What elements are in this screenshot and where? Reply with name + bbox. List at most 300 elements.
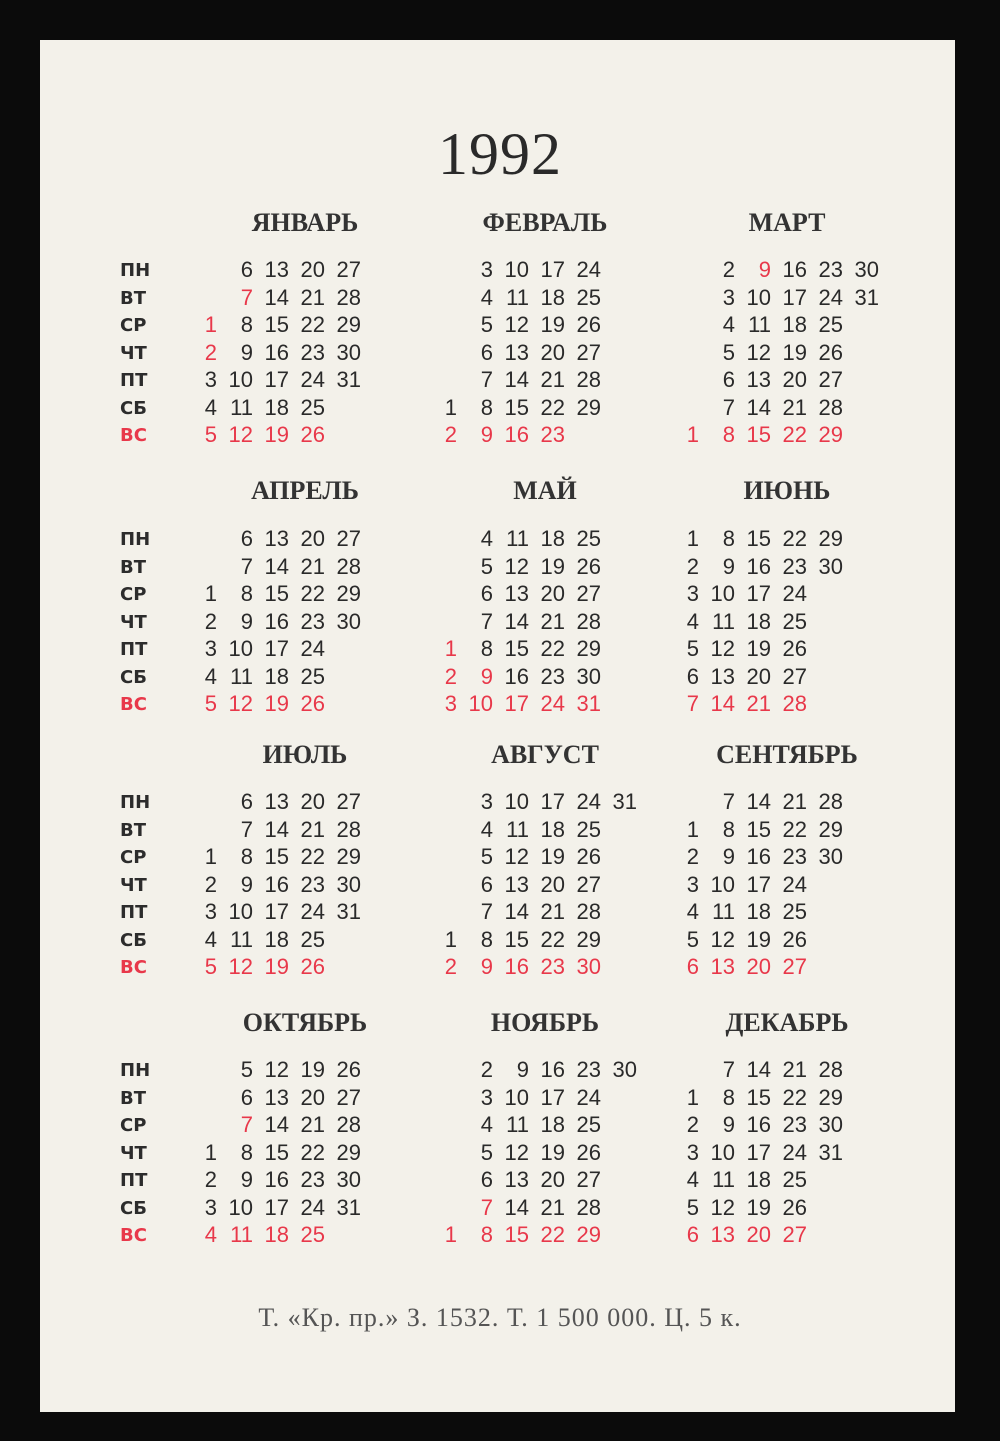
day-number: 1 [444,636,457,661]
day-number: 14 [264,816,289,842]
day-number: 7 [722,394,735,420]
day-number: 13 [264,257,289,282]
day-number: 12 [710,636,735,661]
day-number: 5 [480,844,493,869]
day-number: 17 [264,899,289,924]
day-number: 18 [264,394,289,420]
day-number: 26 [782,926,807,952]
day-number: 5 [686,1194,699,1220]
day-number: 29 [576,1222,601,1247]
day-number: 1 [204,1139,217,1165]
day-number: 13 [504,339,529,365]
day-number: 29 [576,394,601,420]
day-number: 9 [480,663,493,689]
day-number: 7 [480,1194,493,1220]
day-number: 12 [504,553,529,579]
day-number: 19 [540,844,565,869]
day-number: 20 [300,257,325,282]
day-number: 9 [240,871,253,897]
day-number: 27 [782,954,807,979]
day-number: 13 [264,1084,289,1110]
month-title: ЯНВАРЬ [251,208,359,237]
day-number: 15 [504,636,529,661]
day-number: 19 [264,954,289,979]
day-number: 11 [748,312,771,337]
day-number: 3 [204,1194,217,1220]
day-number: 10 [504,1084,529,1110]
day-number: 16 [264,871,289,897]
day-number: 12 [228,954,253,979]
day-number: 22 [782,816,807,842]
day-number: 14 [264,284,289,310]
day-number: 23 [300,1167,325,1192]
day-number: 20 [300,789,325,814]
day-number: 18 [746,1167,771,1192]
day-number: 8 [240,1139,253,1165]
day-number: 3 [686,1139,699,1165]
day-number: 27 [576,581,601,606]
day-number: 12 [504,1139,529,1165]
day-number: 22 [540,636,565,661]
day-number: 24 [576,257,601,282]
day-number: 10 [468,691,493,716]
day-number: 26 [300,954,325,979]
day-number: 10 [710,871,735,897]
day-number: 2 [686,1112,699,1137]
weekday-label: СР [120,1115,147,1136]
day-number: 25 [576,1112,601,1137]
day-number: 6 [480,871,493,897]
day-number: 7 [240,553,253,579]
day-number: 2 [444,954,457,979]
day-number: 19 [540,553,565,579]
month-title: АПРЕЛЬ [251,476,359,505]
day-number: 30 [818,1112,843,1137]
day-number: 28 [576,367,601,392]
day-number: 10 [228,636,253,661]
day-number: 30 [612,1057,637,1082]
day-number: 8 [480,636,493,661]
day-number: 22 [782,422,807,447]
day-number: 24 [300,367,325,392]
day-number: 11 [712,608,735,634]
weekday-label: СБ [120,397,147,419]
day-number: 9 [240,608,253,634]
day-number: 11 [230,663,253,689]
day-number: 21 [300,816,325,842]
day-number: 1 [444,926,457,952]
day-number: 6 [686,663,699,689]
day-number: 23 [300,871,325,897]
day-number: 18 [264,1222,289,1247]
day-number: 26 [576,844,601,869]
day-number: 8 [722,1084,735,1110]
day-number: 14 [504,608,529,634]
day-number: 5 [480,1139,493,1165]
day-number: 30 [336,339,361,365]
day-number: 30 [854,257,879,282]
day-number: 22 [782,526,807,551]
day-number: 3 [204,367,217,392]
day-number: 9 [758,257,771,282]
day-number: 22 [300,1139,325,1165]
day-number: 23 [300,339,325,365]
day-number: 21 [746,691,771,716]
day-number: 27 [576,1167,601,1192]
day-number: 18 [264,926,289,952]
day-number: 13 [504,581,529,606]
day-number: 6 [240,789,253,814]
day-number: 12 [228,422,253,447]
day-number: 5 [480,553,493,579]
day-number: 5 [686,636,699,661]
day-number: 28 [336,1112,361,1137]
day-number: 10 [746,284,771,310]
weekday-label: ПТ [120,1170,148,1191]
day-number: 23 [540,663,565,689]
day-number: 2 [686,844,699,869]
day-number: 28 [818,789,843,814]
month-title: СЕНТЯБРЬ [716,740,858,769]
day-number: 30 [576,954,601,979]
day-number: 6 [686,1222,699,1247]
weekday-label: ВТ [120,287,146,309]
weekday-label: ВС [120,957,147,978]
day-number: 21 [782,789,807,814]
day-number: 25 [576,284,601,310]
day-number: 20 [540,1167,565,1192]
day-number: 15 [264,312,289,337]
day-number: 7 [240,284,253,310]
day-number: 3 [444,691,457,716]
day-number: 1 [204,312,217,337]
day-number: 20 [540,339,565,365]
day-number: 27 [336,526,361,551]
day-number: 4 [480,1112,493,1137]
day-number: 28 [818,1057,843,1082]
day-number: 3 [722,284,735,310]
day-number: 20 [540,581,565,606]
day-number: 25 [300,394,325,420]
day-number: 17 [504,691,529,716]
day-number: 17 [264,367,289,392]
weekday-label: ВТ [120,819,146,841]
day-number: 25 [818,312,843,337]
day-number: 23 [782,553,807,579]
month-title: ИЮЛЬ [262,740,348,769]
day-number: 21 [300,284,325,310]
day-number: 24 [300,1194,325,1220]
day-number: 10 [710,1139,735,1165]
day-number: 17 [540,1084,565,1110]
day-number: 17 [540,257,565,282]
day-number: 19 [264,422,289,447]
day-number: 26 [576,1139,601,1165]
day-number: 15 [264,844,289,869]
weekday-label: ВС [120,425,147,446]
day-number: 9 [722,553,735,579]
day-number: 22 [300,581,325,606]
day-number: 19 [300,1057,325,1082]
day-number: 25 [782,1167,807,1192]
month-title: МАРТ [748,208,826,237]
day-number: 25 [576,526,601,551]
day-number: 17 [782,284,807,310]
day-number: 8 [480,394,493,420]
weekday-label: СР [120,584,147,605]
day-number: 28 [336,284,361,310]
imprint-footer: Т. «Кр. пр.» З. 1532. Т. 1 500 000. Ц. 5 к. [258,1303,742,1332]
day-number: 15 [746,1084,771,1110]
month-title: МАЙ [513,476,577,505]
weekday-label: ВС [120,694,147,715]
day-number: 19 [782,339,807,365]
day-number: 13 [710,663,735,689]
day-number: 25 [782,899,807,924]
day-number: 21 [540,1194,565,1220]
day-number: 5 [204,691,217,716]
day-number: 29 [336,844,361,869]
day-number: 9 [240,339,253,365]
day-number: 25 [782,608,807,634]
day-number: 16 [504,422,529,447]
day-number: 24 [782,1139,807,1165]
day-number: 29 [818,816,843,842]
day-number: 14 [264,553,289,579]
day-number: 24 [818,284,843,310]
day-number: 6 [240,526,253,551]
day-number: 28 [782,691,807,716]
day-number: 31 [818,1139,843,1165]
day-number: 2 [444,663,457,689]
day-number: 16 [540,1057,565,1082]
day-number: 14 [504,1194,529,1220]
day-number: 9 [480,954,493,979]
day-number: 18 [264,663,289,689]
day-number: 27 [576,871,601,897]
day-number: 1 [444,1222,457,1247]
weekday-label: СБ [120,1197,147,1219]
day-number: 16 [264,608,289,634]
day-number: 20 [782,367,807,392]
day-number: 11 [230,926,253,952]
day-number: 13 [746,367,771,392]
day-number: 12 [504,844,529,869]
day-number: 17 [264,1194,289,1220]
day-number: 16 [782,257,807,282]
day-number: 4 [204,394,217,420]
day-number: 8 [722,526,735,551]
day-number: 4 [480,816,493,842]
day-number: 2 [686,553,699,579]
day-number: 4 [722,312,735,337]
day-number: 30 [818,844,843,869]
weekday-label: ВС [120,1225,147,1246]
day-number: 16 [746,1112,771,1137]
day-number: 20 [300,526,325,551]
weekday-label: ЧТ [120,874,147,896]
day-number: 7 [686,691,699,716]
day-number: 13 [504,1167,529,1192]
day-number: 26 [782,636,807,661]
day-number: 24 [540,691,565,716]
month-title: ИЮНЬ [743,476,831,505]
day-number: 20 [746,1222,771,1247]
day-number: 10 [504,789,529,814]
day-number: 15 [504,926,529,952]
day-number: 6 [480,1167,493,1192]
day-number: 29 [818,422,843,447]
day-number: 21 [540,367,565,392]
day-number: 31 [336,367,361,392]
day-number: 14 [710,691,735,716]
day-number: 16 [504,663,529,689]
day-number: 14 [746,1057,771,1082]
day-number: 17 [746,871,771,897]
day-number: 17 [746,581,771,606]
day-number: 18 [782,312,807,337]
weekday-label: ВТ [120,1087,146,1109]
day-number: 16 [264,339,289,365]
day-number: 29 [576,636,601,661]
day-number: 27 [336,1084,361,1110]
month-title: ДЕКАБРЬ [725,1008,849,1037]
day-number: 2 [204,1167,217,1192]
day-number: 10 [504,257,529,282]
day-number: 5 [480,312,493,337]
day-number: 14 [746,394,771,420]
day-number: 27 [782,663,807,689]
day-number: 31 [854,284,879,310]
day-number: 2 [204,339,217,365]
day-number: 6 [480,339,493,365]
day-number: 4 [480,284,493,310]
weekday-label: СБ [120,929,147,951]
day-number: 21 [782,1057,807,1082]
day-number: 25 [300,1222,325,1247]
day-number: 19 [746,636,771,661]
day-number: 4 [686,608,699,634]
day-number: 7 [240,816,253,842]
day-number: 5 [240,1057,253,1082]
day-number: 19 [540,312,565,337]
weekday-label: ВТ [120,556,146,578]
day-number: 30 [576,663,601,689]
day-number: 16 [746,844,771,869]
day-number: 10 [228,1194,253,1220]
day-number: 15 [264,1139,289,1165]
day-number: 24 [782,581,807,606]
day-number: 27 [782,1222,807,1247]
day-number: 1 [686,422,699,447]
weekday-label: ПН [120,792,151,813]
day-number: 23 [782,844,807,869]
day-number: 8 [240,844,253,869]
day-number: 26 [300,691,325,716]
day-number: 14 [264,1112,289,1137]
day-number: 6 [722,367,735,392]
day-number: 30 [336,871,361,897]
day-number: 5 [204,954,217,979]
day-number: 23 [818,257,843,282]
day-number: 1 [686,526,699,551]
day-number: 7 [480,608,493,634]
weekday-label: ЧТ [120,611,147,633]
day-number: 2 [204,871,217,897]
day-number: 8 [240,581,253,606]
day-number: 30 [336,1167,361,1192]
day-number: 10 [228,899,253,924]
weekday-label: ЧТ [120,342,147,364]
day-number: 22 [300,844,325,869]
day-number: 9 [240,1167,253,1192]
day-number: 21 [540,899,565,924]
day-number: 26 [818,339,843,365]
day-number: 15 [746,816,771,842]
day-number: 14 [746,789,771,814]
day-number: 26 [782,1194,807,1220]
day-number: 24 [300,636,325,661]
day-number: 29 [576,926,601,952]
day-number: 26 [336,1057,361,1082]
day-number: 4 [204,663,217,689]
day-number: 30 [336,608,361,634]
day-number: 28 [818,394,843,420]
day-number: 5 [204,422,217,447]
day-number: 15 [264,581,289,606]
weekday-label: СР [120,847,147,868]
weekday-label: ПТ [120,902,148,923]
day-number: 10 [228,367,253,392]
day-number: 6 [240,257,253,282]
month-title: ОКТЯБРЬ [242,1008,368,1037]
day-number: 2 [722,257,735,282]
day-number: 11 [506,1112,529,1137]
day-number: 4 [480,526,493,551]
day-number: 12 [264,1057,289,1082]
day-number: 7 [722,789,735,814]
day-number: 8 [722,422,735,447]
day-number: 18 [746,899,771,924]
day-number: 19 [540,1139,565,1165]
day-number: 17 [746,1139,771,1165]
day-number: 11 [230,1222,253,1247]
day-number: 21 [540,608,565,634]
day-number: 7 [722,1057,735,1082]
day-number: 24 [576,1084,601,1110]
day-number: 22 [540,1222,565,1247]
day-number: 28 [576,899,601,924]
day-number: 14 [504,899,529,924]
day-number: 24 [300,899,325,924]
day-number: 18 [540,1112,565,1137]
day-number: 1 [686,816,699,842]
day-number: 3 [480,1084,493,1110]
day-number: 28 [336,816,361,842]
day-number: 25 [300,926,325,952]
day-number: 11 [712,1167,735,1192]
day-number: 5 [722,339,735,365]
day-number: 28 [576,1194,601,1220]
day-number: 20 [300,1084,325,1110]
day-number: 31 [336,899,361,924]
day-number: 11 [230,394,253,420]
day-number: 17 [540,789,565,814]
weekday-label: ПТ [120,639,148,660]
day-number: 2 [444,422,457,447]
year-title: 1992 [438,121,562,187]
day-number: 4 [204,926,217,952]
